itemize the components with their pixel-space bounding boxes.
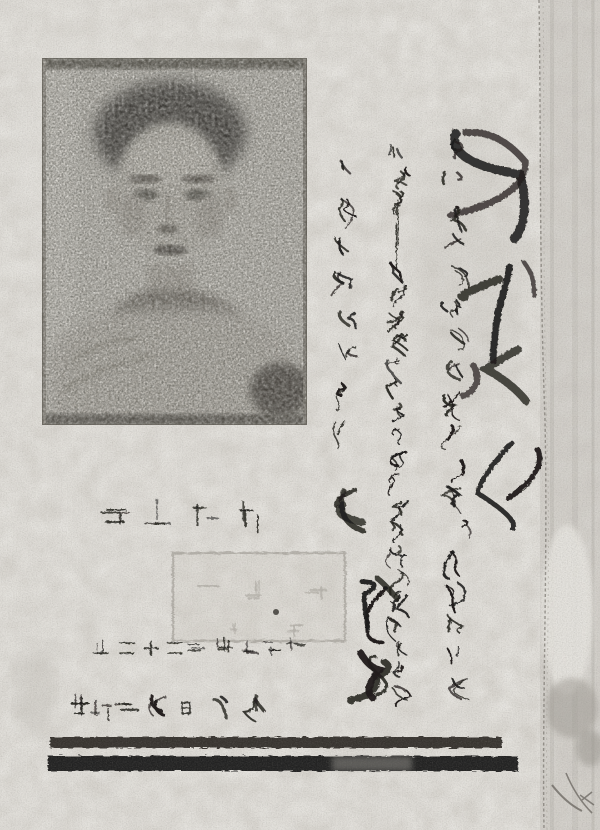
inscription-column-2 (386, 145, 410, 706)
inscription-column-3 (332, 161, 357, 449)
stamp-glyphs (198, 580, 326, 636)
signature-calligraphy (336, 490, 396, 700)
author-line (102, 499, 258, 533)
inscription-column-1 (441, 140, 470, 699)
publisher-line (72, 695, 264, 721)
series-line (93, 638, 305, 655)
